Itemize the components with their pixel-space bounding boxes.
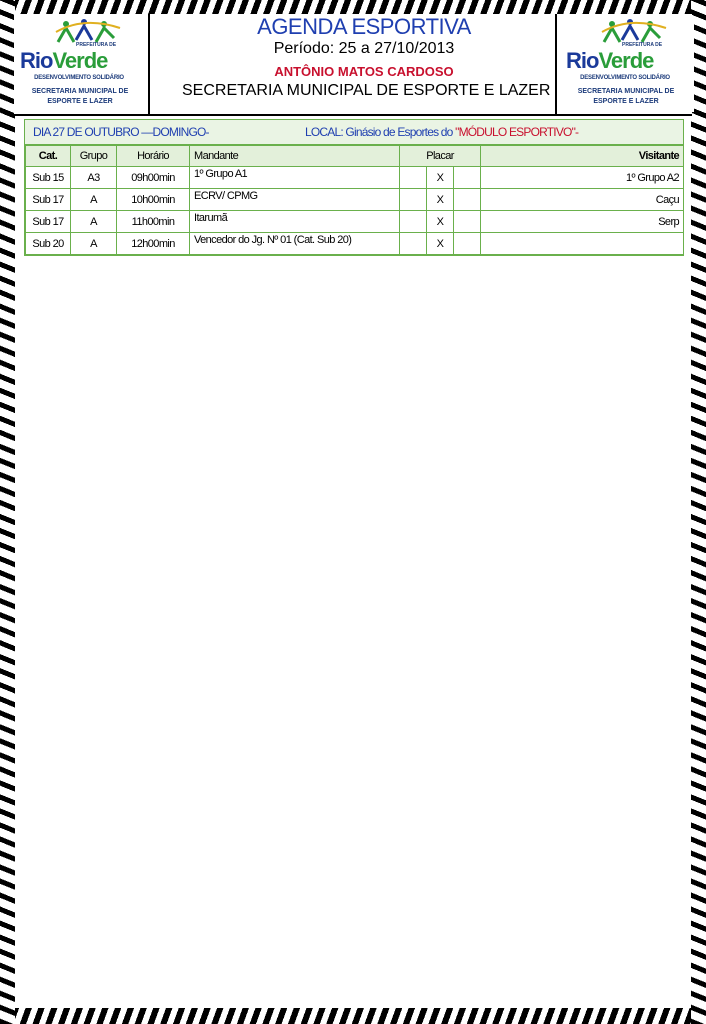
logo-department-line1: SECRETARIA MUNICIPAL DE [31, 88, 129, 95]
table-header-row [26, 146, 684, 167]
table-row [26, 189, 684, 211]
header-divider-right [555, 14, 557, 114]
logo-department-line2: ESPORTE E LAZER [593, 98, 659, 105]
logo-tagline: DESENVOLVIMENTO SOLIDÁRIO [34, 75, 124, 81]
cell-grupo: A3 [71, 167, 117, 189]
logo-prefeitura-text: PREFEITURA DE [76, 42, 117, 48]
cell-horario: 11h00min [117, 211, 190, 233]
page-header [14, 14, 692, 116]
cell-score-home [400, 189, 427, 211]
logo-tagline: DESENVOLVIMENTO SOLIDÁRIO [580, 75, 670, 81]
column-header-horario: Horário [117, 146, 190, 167]
decorative-frame-right [691, 0, 706, 1024]
column-header-visitante: Visitante [481, 146, 684, 167]
cell-cat: Sub 17 [26, 211, 71, 233]
table-row [26, 211, 684, 233]
cell-visitante [481, 233, 684, 255]
cell-grupo: A [71, 189, 117, 211]
location-prefix: LOCAL: Ginásio de Esportes do [305, 125, 456, 139]
decorative-frame-bottom [0, 1008, 706, 1024]
cell-mandante: ECRV/ CPMG [190, 189, 400, 211]
cell-horario: 10h00min [117, 189, 190, 211]
rio-verde-logo-left [14, 16, 148, 112]
cell-visitante: Serp [481, 211, 684, 233]
table-row [26, 233, 684, 255]
table-row [26, 167, 684, 189]
logo-brand [20, 48, 107, 74]
decorative-frame-left [0, 0, 15, 1024]
cell-visitante: 1º Grupo A2 [481, 167, 684, 189]
logo-brand [566, 48, 653, 74]
cell-grupo: A [71, 211, 117, 233]
day-label: DIA 27 DE OUTUBRO —DOMINGO- [33, 125, 209, 139]
column-header-grupo: Grupo [71, 146, 117, 167]
games-table [25, 145, 684, 255]
logo-brand-rio: Rio [20, 48, 53, 73]
page-title: AGENDA ESPORTIVA [257, 14, 471, 39]
cell-horario: 12h00min [117, 233, 190, 255]
cell-score-home [400, 167, 427, 189]
header-divider-left [148, 14, 150, 114]
column-header-cat: Cat. [26, 146, 71, 167]
cell-mandante: Vencedor do Jg. Nº 01 (Cat. Sub 20) [190, 233, 400, 255]
cell-versus: X [427, 211, 454, 233]
logo-prefeitura-text: PREFEITURA DE [622, 42, 663, 48]
venue-name: "MÓDULO ESPORTIVO"- [455, 125, 579, 139]
cell-cat: Sub 17 [26, 189, 71, 211]
period-text: Período: 25 a 27/10/2013 [273, 40, 455, 57]
secretaria-name: SECRETARIA MUNICIPAL DE ESPORTE E LAZER [182, 82, 551, 99]
logo-department [20, 87, 140, 107]
logo-brand-verde: Verde [598, 48, 654, 73]
cell-score-home [400, 233, 427, 255]
logo-department-line2: ESPORTE E LAZER [47, 98, 113, 105]
column-header-placar: Placar [400, 146, 481, 167]
logo-brand-rio: Rio [566, 48, 599, 73]
location-label [305, 120, 578, 144]
cell-score-home [400, 211, 427, 233]
cell-versus: X [427, 233, 454, 255]
cell-score-away [454, 167, 481, 189]
cell-versus: X [427, 189, 454, 211]
cell-score-away [454, 211, 481, 233]
cell-versus: X [427, 167, 454, 189]
cell-cat: Sub 15 [26, 167, 71, 189]
cell-score-away [454, 233, 481, 255]
schedule-table-section [24, 119, 684, 256]
column-header-mandante: Mandante [190, 146, 400, 167]
logo-brand-verde: Verde [52, 48, 108, 73]
rio-verde-logo-right [560, 16, 694, 112]
cell-visitante: Caçu [481, 189, 684, 211]
cell-horario: 09h00min [117, 167, 190, 189]
responsible-name: ANTÔNIO MATOS CARDOSO [274, 64, 454, 79]
logo-department-line1: SECRETARIA MUNICIPAL DE [577, 88, 675, 95]
cell-grupo: A [71, 233, 117, 255]
cell-mandante: Itarumã [190, 211, 400, 233]
cell-score-away [454, 189, 481, 211]
logo-department [566, 87, 686, 107]
day-header [25, 120, 683, 145]
cell-mandante: 1º Grupo A1 [190, 167, 400, 189]
cell-cat: Sub 20 [26, 233, 71, 255]
